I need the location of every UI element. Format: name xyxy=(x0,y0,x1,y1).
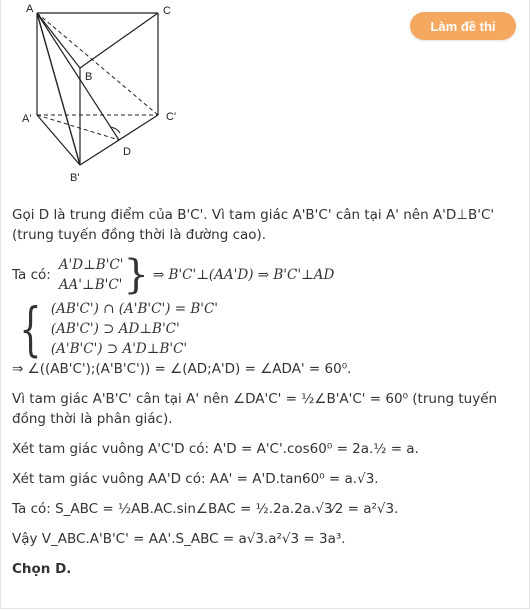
solution-paragraph-7: Vậy V_ABC.A'B'C' = AA'.S_ABC = a√3.a²√3 = 3a³. xyxy=(12,531,346,547)
solution-paragraph-5: Xét tam giác vuông AA'D có: AA' = A'D.tan60⁰ = a.√3. xyxy=(12,471,379,487)
left-brace: { xyxy=(19,295,42,363)
system-line-2: (AB'C') ⊃ AD⊥B'C' xyxy=(50,321,180,337)
label-D: D xyxy=(123,146,131,158)
solution-paragraph-4: Xét tam giác vuông A'C'D có: A'D = A'C'.cos60⁰ = 2a.½ = a. xyxy=(12,441,419,457)
solution-paragraph-1: Gọi D là trung điểm của B'C'. Vì tam giác A'B'C' cân tại A' nên A'D⊥B'C' (trung tuyến đồng thời là đường cao). xyxy=(12,207,495,243)
system-line-3: (A'B'C') ⊃ A'D⊥B'C' xyxy=(50,341,188,357)
system-block xyxy=(12,295,520,363)
system-rows xyxy=(51,299,218,359)
label-A: A xyxy=(26,3,34,15)
condition-rows xyxy=(59,255,124,295)
label-B: B xyxy=(85,71,93,83)
solution-content xyxy=(12,205,520,589)
take-exam-button[interactable]: Làm đề thi xyxy=(410,12,516,40)
label-A-prime: A' xyxy=(22,113,32,125)
condition-line-2: AA'⊥B'C' xyxy=(58,277,123,293)
right-brace: } xyxy=(123,252,149,298)
condition-prefix: Ta có: xyxy=(12,267,51,283)
label-C-prime: C' xyxy=(166,111,177,123)
prism-figure xyxy=(8,0,208,192)
condition-block xyxy=(12,252,520,298)
label-C: C xyxy=(163,5,171,17)
solution-paragraph-6: Ta có: S_ABC = ½AB.AC.sin∠BAC = ½.2a.2a.√3⁄2 = a²√3. xyxy=(12,501,399,517)
system-line-1: (AB'C') ∩ (A'B'C') = B'C' xyxy=(50,301,218,317)
solution-paragraph-3: Vì tam giác A'B'C' cân tại A' nên ∠DA'C' = ½∠B'A'C' = 60⁰ (trung tuyến đồng thời là phân giác). xyxy=(12,391,498,427)
prism-diagram xyxy=(8,0,208,192)
answer-choice: Chọn D. xyxy=(12,561,72,577)
condition-result: ⇒ B'C'⊥(AA'D) ⇒ B'C'⊥AD xyxy=(152,267,335,283)
label-B-prime: B' xyxy=(70,172,80,184)
condition-line-1: A'D⊥B'C' xyxy=(58,257,124,273)
system-result: ⇒ ∠((AB'C');(A'B'C')) = ∠(AD;A'D) = ∠ADA' = 60⁰. xyxy=(12,361,352,377)
